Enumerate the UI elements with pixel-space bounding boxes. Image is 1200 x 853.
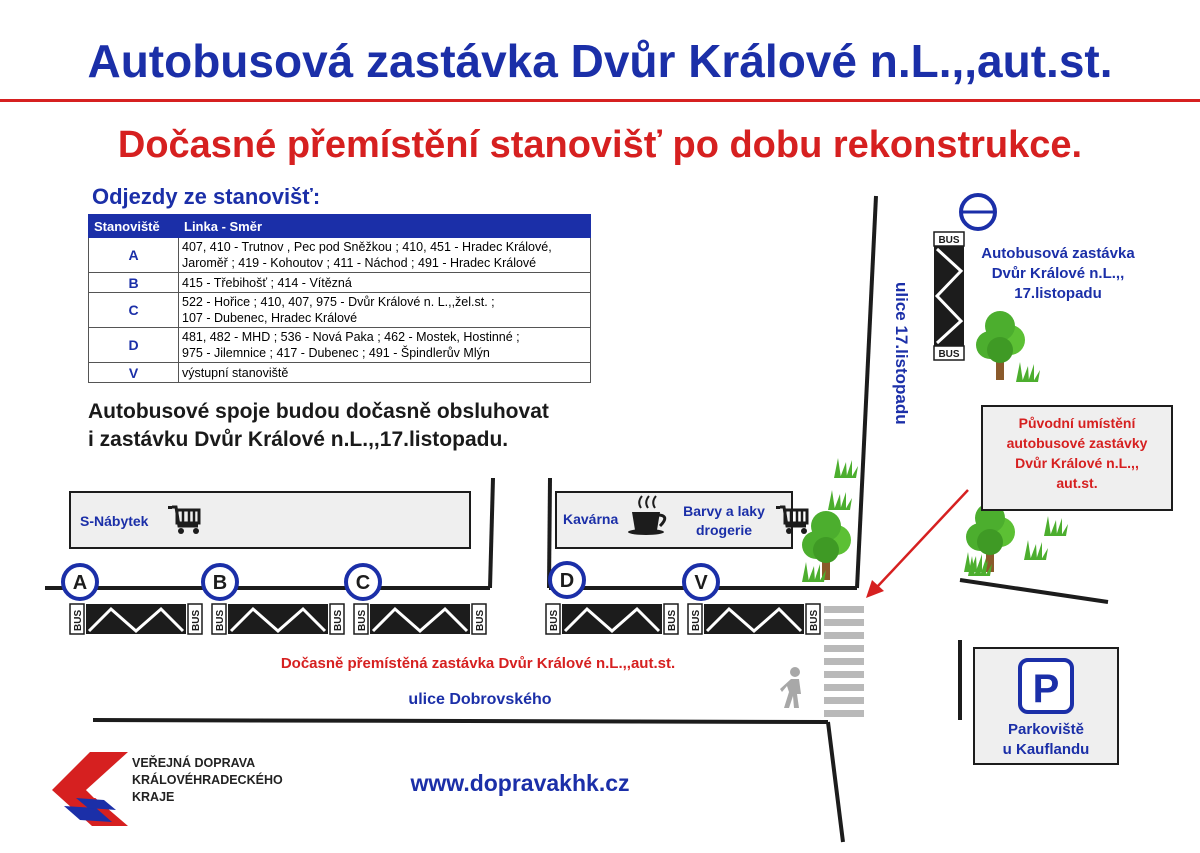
lines-text: výstupní stanoviště xyxy=(182,365,289,380)
grass-icon xyxy=(1024,540,1048,560)
bus-bay-d xyxy=(546,604,678,634)
lines-text: Jaroměř ; 419 - Kohoutov ; 411 - Náchod ; 491 - Hradec Králové xyxy=(182,256,537,270)
page-title: Autobusová zastávka Dvůr Králové n.L.,,aut.st. xyxy=(87,35,1113,87)
original-location-label: aut.st. xyxy=(1056,475,1098,491)
bus-stop-sign-icon xyxy=(961,195,995,229)
parking-label: u Kauflandu xyxy=(1002,741,1090,758)
bus-tag-label: BUS xyxy=(667,609,678,631)
svg-text:P: P xyxy=(1032,667,1060,711)
lines-text: 107 - Dubenec, Hradec Králové xyxy=(182,311,358,325)
grass-icon xyxy=(1044,516,1068,536)
stop-cell: C xyxy=(89,293,179,328)
svg-text:D: D xyxy=(559,570,575,592)
parking-icon xyxy=(1020,660,1072,712)
lines-text: 975 - Jilemnice ; 417 - Dubenec ; 491 - Špindlerův Mlýn xyxy=(182,346,490,360)
original-location-label: Dvůr Králové n.L.,, xyxy=(1015,455,1139,471)
street-edge xyxy=(93,720,828,722)
bus-tag-label: BUS xyxy=(357,609,368,631)
bus-tag-label: BUS xyxy=(691,609,702,631)
pedestrian-icon xyxy=(780,667,801,708)
lines-text: 522 - Hořice ; 410, 407, 975 - Dvůr Králové n. L.,,žel.st. ; xyxy=(182,295,495,309)
bus-tag-label: BUS xyxy=(475,609,486,631)
bus-tag-label: BUS xyxy=(333,609,344,631)
temp-stop-label: Dočasně přemístěná zastávka Dvůr Králové n.L.,,aut.st. xyxy=(280,655,676,672)
stop-cell: D xyxy=(89,328,179,363)
bus-bay-c xyxy=(330,604,486,634)
crosswalk xyxy=(824,606,864,717)
grass-icon xyxy=(834,458,858,478)
lines-text: 407, 410 - Trutnov , Pec pod Sněžkou ; 410, 451 - Hradec Králové, xyxy=(182,240,552,254)
stop-marker-b xyxy=(203,565,237,599)
tree-icon xyxy=(802,511,851,580)
bus-tag-label: BUS xyxy=(73,609,84,631)
departures-heading: Odjezdy ze stanovišť: xyxy=(92,184,321,209)
street-name-horizontal: ulice Dobrovského xyxy=(408,691,552,708)
svg-text:V: V xyxy=(694,572,708,594)
service-note-line: i zastávku Dvůr Králové n.L.,,17.listopadu. xyxy=(88,428,509,451)
logo-text-line: KRAJE xyxy=(132,790,175,804)
bus-bay-17-listopadu xyxy=(934,232,964,360)
page-subtitle: Dočasné přemístění stanovišť po dobu rekonstrukce. xyxy=(117,124,1083,166)
street-edge xyxy=(857,196,876,588)
street-edge xyxy=(549,478,550,588)
grass-icon xyxy=(828,490,852,510)
bus-tag-label: BUS xyxy=(549,609,560,631)
bus-tag-label: BUS xyxy=(938,235,960,246)
tree-icon xyxy=(976,311,1025,380)
original-location-label: autobusové zastávky xyxy=(1006,435,1148,451)
bus-bay-b xyxy=(188,604,328,634)
shop-drugstore-label: Barvy a laky xyxy=(683,503,765,519)
service-note-line: Autobusové spoje budou dočasně obsluhovat xyxy=(88,400,549,423)
parking-label: Parkoviště xyxy=(1008,721,1084,738)
bus-bay-v xyxy=(688,604,820,634)
website-link[interactable]: www.dopravakhk.cz xyxy=(410,770,630,796)
svg-text:A: A xyxy=(72,572,88,594)
shop-cafe-label: Kavárna xyxy=(563,511,619,527)
svg-text:C: C xyxy=(355,572,371,594)
original-location-label: Původní umístění xyxy=(1018,415,1136,431)
grass-icon xyxy=(1016,362,1040,382)
stop-cell: V xyxy=(89,363,179,383)
column-header-stop: Stanoviště xyxy=(89,215,179,238)
bus-tag-label: BUS xyxy=(215,609,226,631)
bus-tag-label: BUS xyxy=(809,609,820,631)
bus-tag-label: BUS xyxy=(191,609,202,631)
shop-furniture-label: S-Nábytek xyxy=(80,513,149,529)
bus-tag-label: BUS xyxy=(938,349,960,360)
stop-marker-d xyxy=(550,563,584,597)
street-edge xyxy=(960,580,1108,602)
bus-bay-a xyxy=(70,604,186,634)
stop-marker-a xyxy=(63,565,97,599)
stop-17-label: Dvůr Králové n.L.,, xyxy=(991,265,1125,282)
column-header-line: Linka - Směr xyxy=(179,215,591,238)
stop-marker-c xyxy=(346,565,380,599)
stop-17-label: 17.listopadu xyxy=(1014,285,1102,302)
logo-text-line: VEŘEJNÁ DOPRAVA xyxy=(132,756,256,770)
stop-marker-v xyxy=(684,565,718,599)
arrow-icon xyxy=(866,490,968,598)
logo-text-line: KRÁLOVÉHRADECKÉHO xyxy=(132,773,283,787)
stop-cell: B xyxy=(89,273,179,293)
tree-icon xyxy=(966,503,1015,572)
lines-text: 481, 482 - MHD ; 536 - Nová Paka ; 462 - Mostek, Hostinné ; xyxy=(182,330,520,344)
street-name-vertical: ulice 17.listopadu xyxy=(892,282,911,425)
svg-text:B: B xyxy=(212,572,228,594)
stop-cell: A xyxy=(89,238,179,273)
shop-drugstore-label: drogerie xyxy=(695,522,753,538)
street-edge xyxy=(490,478,493,588)
stop-17-label: Autobusová zastávka xyxy=(981,245,1135,262)
lines-text: 415 - Třebihošť ; 414 - Vítězná xyxy=(182,275,352,290)
